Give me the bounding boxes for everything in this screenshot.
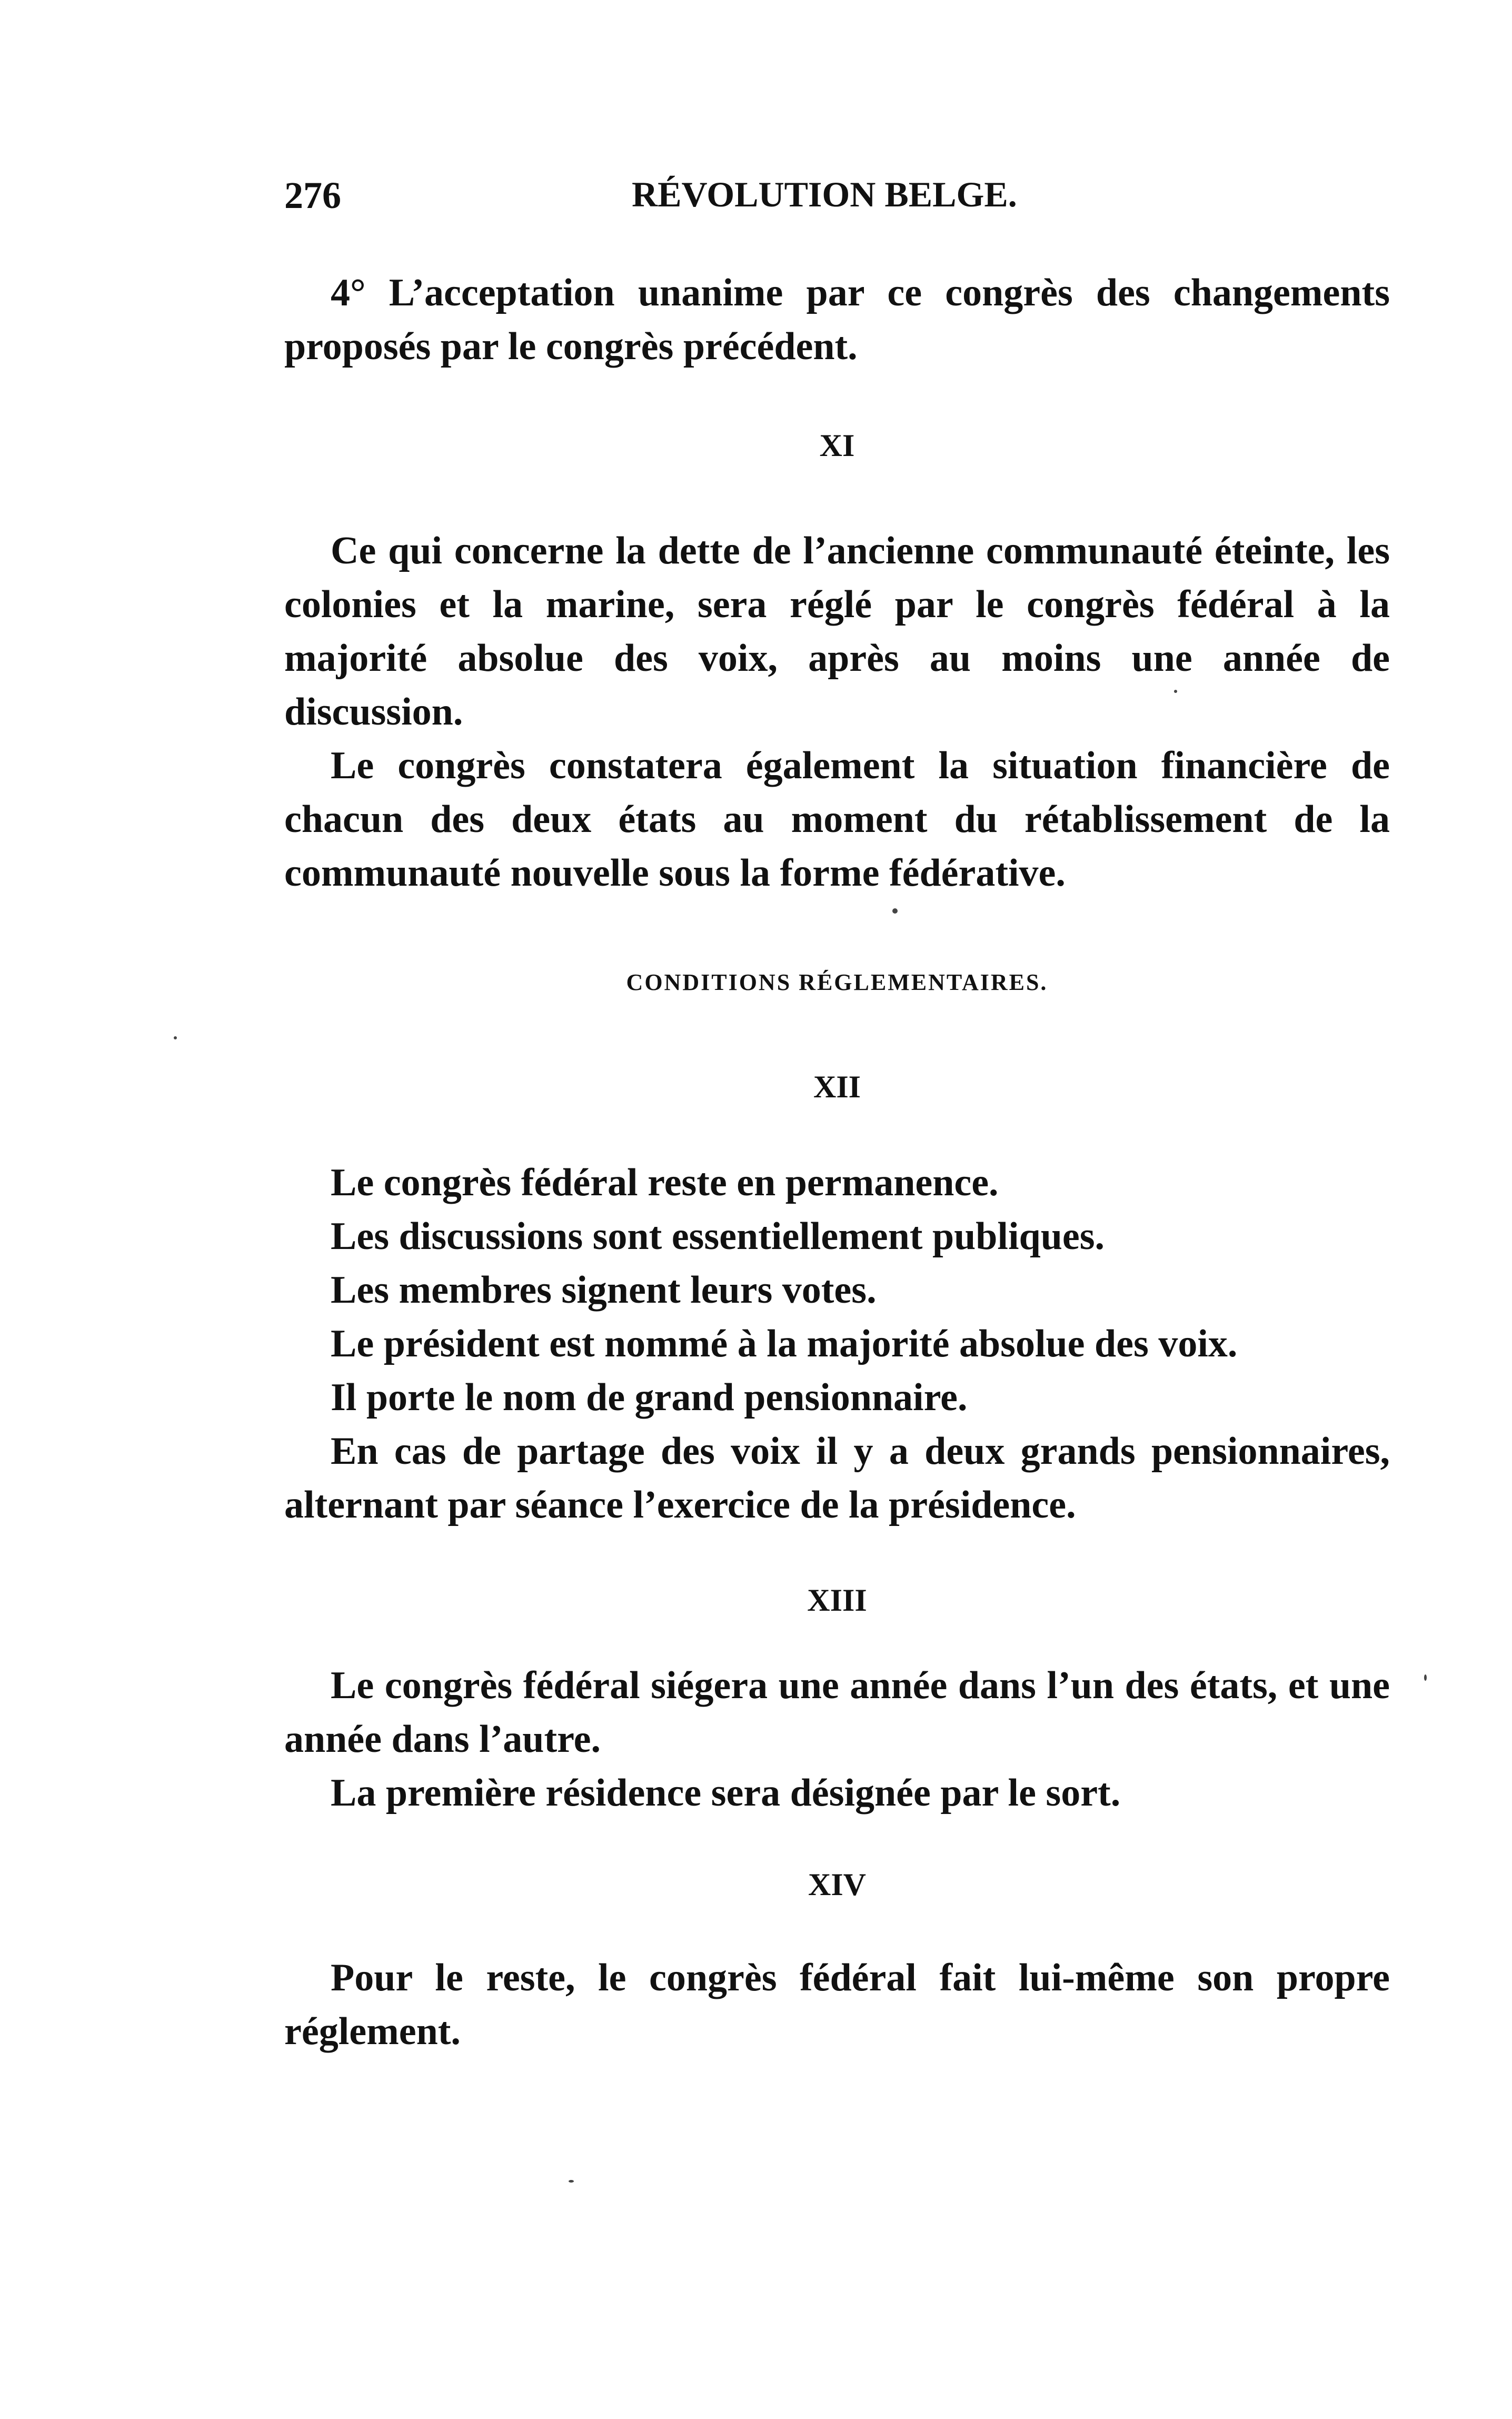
section-xiv-paragraph-1: Pour le reste, le congrès fédéral fait lui-même son propre réglement. <box>284 1956 1390 2053</box>
item-4-block <box>284 266 1390 373</box>
section-xiii-paragraph-1: Le congrès fédéral siégera une année dans l’un des états, et une année dans l’autre. <box>284 1664 1390 1761</box>
running-title: RÉVOLUTION BELGE. <box>632 174 1017 214</box>
section-xiv-body <box>284 1951 1390 2058</box>
page-number: 276 <box>284 174 341 216</box>
section-xi-paragraph-2: Le congrès constatera également la situation financière de chacun des deux états au moment du rétablissement de la communauté nouvelle sous la forme fédérative. <box>284 744 1390 895</box>
section-xi-heading: XI <box>819 428 855 463</box>
section-xiii-heading: XIII <box>807 1583 867 1618</box>
page-header <box>284 174 1017 232</box>
section-xiii-body <box>284 1659 1390 1820</box>
print-speck <box>174 1036 177 1039</box>
section-xiii-paragraph-2: La première résidence sera désignée par le sort. <box>331 1771 1121 1815</box>
print-speck <box>1424 1674 1427 1681</box>
section-xii-heading: XII <box>813 1069 861 1104</box>
section-xi-body <box>284 524 1390 900</box>
print-speck <box>1174 690 1177 693</box>
section-xii-line-1: Le congrès fédéral reste en permanence. <box>331 1161 999 1204</box>
section-xi-paragraph-1: Ce qui concerne la dette de l’ancienne communauté éteinte, les colonies et la marine, sera réglé par le congrès fédéral à la majorité absolue des voix, après au moins une année de discussion. <box>284 529 1390 733</box>
print-speck <box>892 908 898 914</box>
section-xii-body <box>284 1156 1390 1532</box>
section-xii-line-3: Les membres signent leurs votes. <box>331 1268 877 1312</box>
section-xii-line-2: Les discussions sont essentiellement publiques. <box>331 1215 1105 1258</box>
section-xii-line-4: Le président est nommé à la majorité absolue des voix. <box>331 1322 1238 1365</box>
conditions-heading: CONDITIONS RÉGLEMENTAIRES. <box>626 969 1048 995</box>
section-xii-line-6: En cas de partage des voix il y a deux grands pensionnaires, alternant par séance l’exercice de la présidence. <box>284 1430 1390 1526</box>
print-speck <box>569 2180 574 2183</box>
section-xii-line-5: Il porte le nom de grand pensionnaire. <box>331 1376 968 1419</box>
section-xiv-heading: XIV <box>808 1867 866 1902</box>
item-4-paragraph: 4° L’acceptation unanime par ce congrès des changements proposés par le congrès précédent. <box>284 271 1390 368</box>
